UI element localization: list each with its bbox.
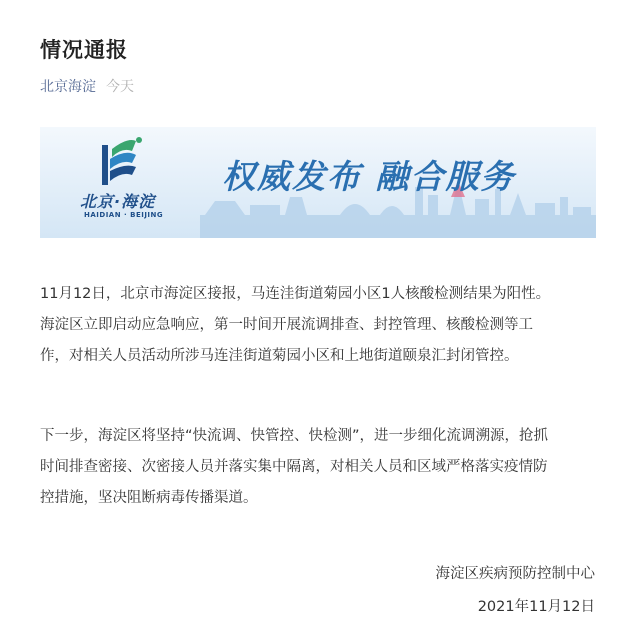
paragraph-line: 时间排查密接、次密接人员并落实集中隔离，对相关人员和区域严格落实疫情防 xyxy=(40,459,548,475)
paragraph-line: 下一步，海淀区将坚持“快流调、快管控、快检测”，进一步细化流调溯源，抢抓 xyxy=(40,428,549,444)
article-title: 情况通报 xyxy=(40,38,128,62)
body-paragraph-2 xyxy=(40,421,600,514)
banner-slogan: 权威发布 融合服务 xyxy=(222,157,516,196)
paragraph-line: 海淀区立即启动应急响应，第一时间开展流调排查、封控管理、核酸检测等工 xyxy=(40,317,533,333)
paragraph-line: 11月12日，北京市海淀区接报，马连洼街道菊园小区1人核酸检测结果为阳性。 xyxy=(40,286,551,302)
brand-name-en: HAIDIAN · BEIJING xyxy=(84,211,164,219)
body-paragraph-1 xyxy=(40,279,600,372)
article-meta xyxy=(40,76,134,96)
publish-time: 今天 xyxy=(106,79,134,95)
signature-date: 2021年11月12日 xyxy=(477,599,595,615)
paragraph-line: 作，对相关人员活动所涉马连洼街道菊园小区和上地街道颐泉汇封闭管控。 xyxy=(40,348,519,364)
paragraph-line: 控措施，坚决阻断病毒传播渠道。 xyxy=(40,490,258,506)
signature-organization: 海淀区疾病预防控制中心 xyxy=(435,566,595,582)
brand-name-cn: 北京·海淀 xyxy=(80,192,156,211)
account-name-link[interactable]: 北京海淀 xyxy=(40,79,96,95)
header-banner-image xyxy=(40,127,596,238)
